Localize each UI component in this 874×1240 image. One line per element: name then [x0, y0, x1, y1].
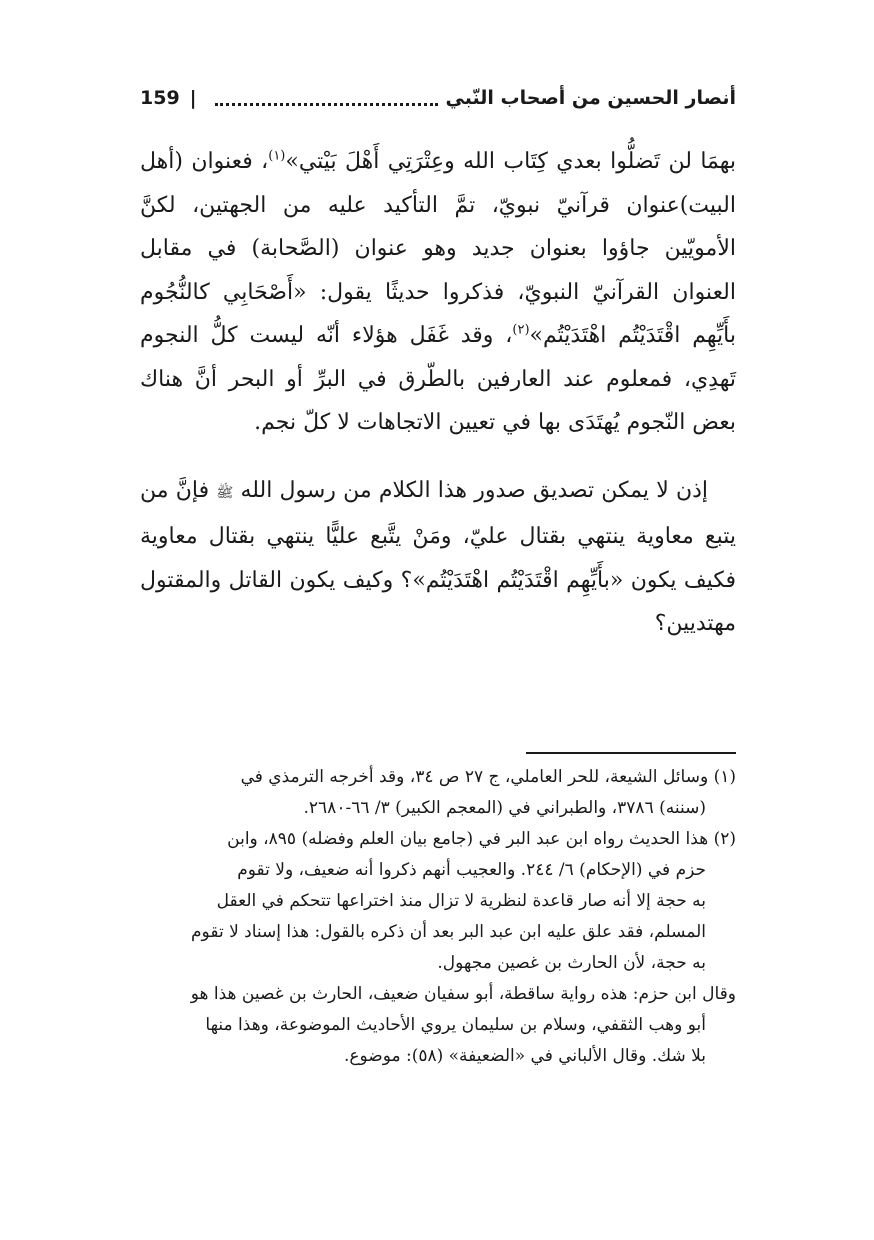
header-title: أنصار الحسين من أصحاب النّبي	[445, 87, 736, 109]
footnote-2-continuation-line-2: أبو وهب الثقفي، وسلام بن سليمان يروي الأحاديث الموضوعة، وهذا منها	[205, 1015, 706, 1035]
footnote-1-line-2: (سننه) ٣٧٨٦، والطبراني في (المعجم الكبير) ٣/ ٦٦-٢٦٨٠.	[303, 798, 706, 818]
paragraph-1-part-2: ، فعنوان (أهل البيت)عنوان قرآنيّ نبويّ، تمَّ التأكيد عليه من الجهتين، لكنَّ الأمويّين جاؤوا بعنوان جديد وهو عنوان (الصَّحابة) في مقابل العنوان القرآنيّ النبويّ، فذكروا حديثًا يقول: «أَصْحَابِي كالنُّجُوم بأَيِّهِم اقْتَدَيْتُم اهْتَدَيْتُم»	[140, 149, 736, 348]
footnotes	[140, 762, 736, 1072]
main-text	[140, 140, 736, 646]
paragraph-2-part-1: إذن لا يمكن تصديق صدور هذا الكلام من رسول الله	[240, 477, 709, 503]
footnote-2-line-3: به حجة إلا أنه صار قاعدة لنظرية لا تزال منذ اختراعها تتحكم في العقل	[216, 891, 706, 911]
salawat-ornament: ﷺ	[216, 484, 234, 501]
footnote-2-line-5: به حجة، لأن الحارث بن غصين مجهول.	[437, 953, 706, 973]
footnote-2-continuation-line-1: وقال ابن حزم: هذه رواية ساقطة، أبو سفيان ضعيف، الحارث بن غصين هذا هو	[190, 984, 736, 1004]
page-number: 159	[140, 87, 180, 109]
running-header	[140, 82, 736, 114]
footnote-1-line-1: (١) وسائل الشيعة، للحر العاملي، ج ٢٧ ص ٣٤، وقد أخرجه الترمذي في	[240, 767, 736, 787]
paragraph-2	[140, 469, 736, 646]
paragraph-1-part-1: بهمَا لن تَضلُّوا بعدي كِتَاب الله وعِتْرَتِي أَهْلَ بَيْتي»	[285, 149, 737, 174]
footnote-ref-1: (١)	[268, 148, 286, 164]
footnote-2-line-4: المسلم، فقد علق عليه ابن عبد البر بعد أن ذكره بالقول: هذا إسناد لا تقوم	[191, 922, 706, 942]
footnote-2-line-1: (٢) هذا الحديث رواه ابن عبد البر في (جامع بيان العلم وفضله) ٨٩٥، وابن	[227, 829, 736, 849]
header-separator: |	[189, 87, 197, 109]
footnote-2-line-2: حزم في (الإحكام) ٦/ ٢٤٤. والعجيب أنهم ذكروا أنه ضعيف، ولا تقوم	[237, 860, 706, 880]
paragraph-2-part-2: فإنَّ من يتبع معاوية ينتهي بقتال عليّ، ومَنْ يتَّبع عليًّا ينتهي بقتال معاوية فكيف يكون «بأَيِّهِم اقْتَدَيْتُم اهْتَدَيْتُم»؟ وكيف يكون القاتل والمقتول مهتديين؟	[140, 477, 736, 636]
paragraph-1-part-3: ، وقد غَفَل هؤلاء أنّه ليست كلُّ النجوم تَهدِي، فمعلوم عند العارفين بالطّرق في البرِّ أو البحر أنَّ هناك بعض النّجوم يُهتَدَى بها في تعيين الاتجاهات لا كلّ نجم.	[140, 323, 736, 435]
footnote-separator-line	[526, 752, 736, 754]
footnote-2-continuation-line-3: بلا شك. وقال الألباني في «الضعيفة» (٥٨): موضوع.	[343, 1046, 706, 1066]
header-dotted-leader	[215, 103, 438, 106]
footnote-ref-2: (٢)	[512, 322, 530, 338]
paragraph-1	[140, 140, 736, 445]
